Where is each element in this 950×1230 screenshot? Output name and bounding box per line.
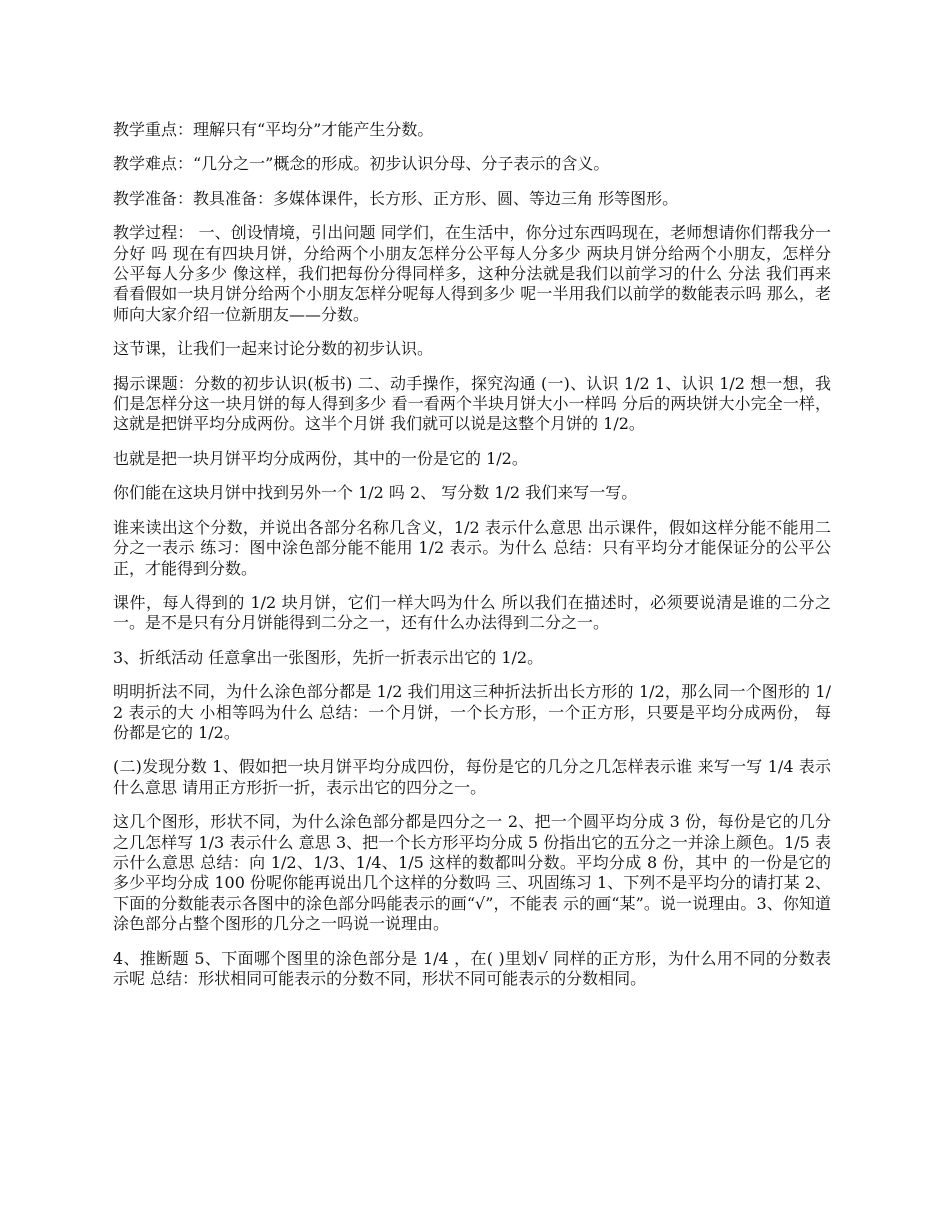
paragraph-judgement: 4、推断题 5、下面哪个图里的涂色部分是 1/4 ，在( )里划√ 同样的正方形，为什么用不同的分数表示呢 总结：形状相同可能表示的分数不同，形状不同可能表示的分数相同。 <box>113 948 831 988</box>
paragraph-shapes-quarter: 这几个图形，形状不同，为什么涂色部分都是四分之一 2、把一个圆平均分成 3 份，每份是它的几分之几怎样写 1/3 表示什么 意思 3、把一个长方形平均分成 5 份指出它的五分之一并涂上颜色。1/5 表 示什么意思 总结：向 1/2、1/3、1/4、1/5 这样的数都叫分数。平均分成 8 份，其中 的一份是它的多少平均分成 100 份呢你能再说出几个这样的分数吗 三、巩固练习 1、下列不是平均分的请打某 2、 下面的分数能表示各图中的涂色部分吗能表示的画“√”，不能表 示的画“某”。说一说理由。3、你知道涂色部分占整个图形的几分之一吗说一说理由。 <box>113 812 831 934</box>
paragraph-teaching-difficulty: 教学难点：“几分之一”概念的形成。初步认识分母、分子表示的含义。 <box>113 154 610 174</box>
paragraph-lesson-intro: 这节课，让我们一起来讨论分数的初步认识。 <box>113 339 434 359</box>
paragraph-teaching-focus: 教学重点：理解只有“平均分”才能产生分数。 <box>113 120 434 139</box>
paragraph-write-fraction: 你们能在这块月饼中找到另外一个 1/2 吗 2、 写分数 1/2 我们来写一写。 <box>113 483 638 503</box>
document-body <box>113 120 831 1003</box>
paragraph-topic-reveal: 揭示课题：分数的初步认识(板书) 二、动手操作，探究沟通 (一)、认识 1/2 1、认识 1/2 想一想，我们是怎样分这一块月饼的每人得到多少 看一看两个半块月饼大小一样吗 分后的两块饼大小完全一样，这就是把饼平均分成两份。这半个月饼 我们就可以说是这整个月饼的 1/2。 <box>113 373 831 434</box>
paragraph-courseware: 课件，每人得到的 1/2 块月饼，它们一样大吗为什么 所以我们在描述时，必须要说清是谁的二分之一。是不是只有分月饼能得到二分之一，还有什么办法得到二分之一。 <box>113 592 831 633</box>
paragraph-read-fraction: 谁来读出这个分数，并说出各部分名称几含义，1/2 表示什么意思 出示课件，假如这样分能不能用二分之一表示 练习：图中涂色部分能不能用 1/2 表示。为什么 总结：只有平均分才能保证分的公平公正，才能得到分数。 <box>113 517 831 578</box>
paragraph-paper-folding: 3、折纸活动 任意拿出一张图形，先折一折表示出它的 1/2。 <box>113 647 544 667</box>
paragraph-teaching-process: 教学过程： 一、创设情境，引出问题 同学们，在生活中，你分过东西吗现在，老师想请你们帮我分一分好 吗 现在有四块月饼，分给两个小朋友怎样分公平每人分多少 两块月饼分给两个小朋友，怎样分公平每人分多少 像这样，我们把每份分得同样多，这种分法就是我们以前学习的什么 分法 我们再来看看假如一块月饼分给两个小朋友怎样分呢每人得到多少 呢一半用我们以前学的数能表示吗 那么，老师向大家介绍一位新朋友——分数。 <box>113 223 831 324</box>
paragraph-discover-fractions: (二)发现分数 1、假如把一块月饼平均分成四份，每份是它的几分之几怎样表示谁 来写一写 1/4 表示什么意思 请用正方形折一折，表示出它的四分之一。 <box>113 757 831 797</box>
paragraph-different-folds: 明明折法不同，为什么涂色部分都是 1/2 我们用这三种折法折出长方形的 1/2，那么同一个图形的 1/2 表示的大 小相等吗为什么 总结：一个月饼，一个长方形，一个正方形，只要是平均分成两份， 每份都是它的 1/2。 <box>113 682 831 742</box>
paragraph-half-definition: 也就是把一块月饼平均分成两份，其中的一份是它的 1/2。 <box>113 448 528 468</box>
paragraph-teaching-preparation: 教学准备：教具准备：多媒体课件，长方形、正方形、圆、等边三角 形等图形。 <box>113 188 679 208</box>
